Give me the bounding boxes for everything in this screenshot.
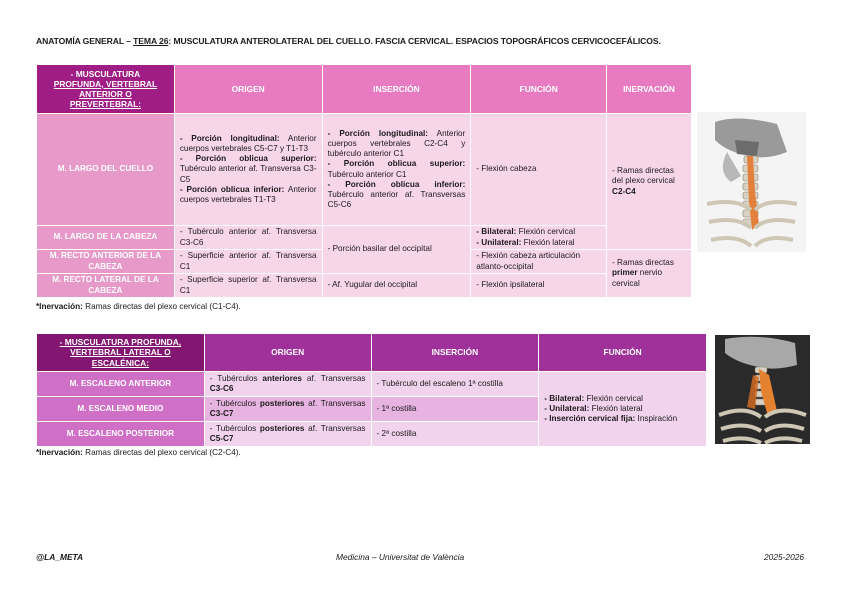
label-bold: posteriores [259, 423, 305, 433]
table2-note [36, 448, 241, 457]
insercion-cell: - Tubérculo del escaleno 1ª costilla [371, 372, 539, 397]
label-bold: - Porción longitudinal: [327, 128, 429, 138]
table2-corner [37, 334, 205, 372]
longus-colli-image [697, 112, 806, 252]
label-bold: primer [612, 268, 638, 278]
label-bold: - Porción oblicua superior: [327, 159, 466, 169]
label-bold: - Bilateral: [544, 393, 585, 403]
funcion-cell: - Flexión cabeza [471, 114, 607, 226]
text: Inspiración [635, 414, 678, 424]
corner-line: ANTERIOR O [79, 89, 132, 99]
text: Flexión cervical [516, 227, 576, 237]
footer-author: @LA_META [36, 552, 84, 562]
footer-year: 2025-2026 [764, 552, 805, 562]
column-header-origen: ORIGEN [174, 65, 322, 114]
corner-line: VERTEBRAL LATERAL O [70, 347, 171, 358]
inervacion-cell [607, 114, 692, 250]
note-label: *Inervación: [36, 448, 83, 457]
footer-center: Medicina – Universitat de València [336, 552, 465, 562]
muscle-name: M. LARGO DEL CUELLO [37, 114, 175, 226]
origen-cell [204, 372, 371, 397]
funcion-cell: - Flexión ipsilateral [471, 274, 607, 298]
table-row [37, 114, 692, 226]
text: Anterior cuerpos vertebrales C2-C4 y tubérculo anterior C1 [327, 128, 466, 159]
table-row [37, 226, 692, 250]
insercion-cell: - 1ª costilla [371, 397, 539, 422]
text: Anterior cuerpos vertebrales T1-T3 [179, 184, 317, 204]
muscle-name: M. ESCALENO MEDIO [37, 397, 205, 422]
title-tema: TEMA 26 [133, 36, 169, 46]
label-bold: - Porción oblicua inferior: [179, 184, 285, 194]
corner-line: PROFUNDA, VERTEBRAL [53, 78, 158, 89]
note-text: Ramas directas del plexo cervical (C2-C4). [82, 448, 241, 457]
escalenic-table [36, 333, 707, 447]
label-bold: - Bilateral: [476, 227, 517, 237]
text: - Ramas directas [612, 258, 674, 268]
table1-corner [37, 65, 175, 114]
text: - Ramas directas del plexo cervical [612, 166, 675, 186]
corner-line: ESCALÉNICA: [91, 357, 149, 368]
muscle-name: M. ESCALENO ANTERIOR [37, 372, 205, 397]
text: Tubérculo anterior af. Transversa C3-C5 [179, 164, 317, 184]
label-bold: C2-C4 [612, 186, 636, 196]
origen-cell [204, 397, 371, 422]
text: - Tubérculos [209, 373, 263, 383]
note-label: *Inervación: [36, 302, 83, 311]
label-bold: - Unilateral: [476, 237, 522, 247]
label-bold: - Unilateral: [544, 403, 590, 413]
muscle-name: M. ESCALENO POSTERIOR [37, 422, 205, 447]
text: Flexión lateral [521, 237, 575, 247]
inervacion-cell [607, 250, 692, 298]
funcion-cell [539, 372, 707, 447]
title-prefix: ANATOMÍA GENERAL – [36, 36, 134, 46]
label-bold: C3-C6 [209, 384, 234, 393]
text: af. Transversas [304, 398, 366, 408]
scalene-image [715, 335, 810, 444]
corner-line: - MUSCULATURA [70, 68, 141, 79]
text: - Tubérculos [209, 398, 260, 408]
corner-line: PREVERTEBRAL: [69, 99, 142, 110]
text: Flexión lateral [589, 403, 643, 413]
page-title [36, 36, 661, 46]
insercion-cell: - 2ª costilla [371, 422, 539, 447]
insercion-cell [322, 114, 471, 226]
table-row [37, 372, 707, 397]
text: Tubérculo anterior C1 [327, 169, 407, 179]
column-header-insercion: INSERCIÓN [322, 65, 471, 114]
column-header-insercion: INSERCIÓN [371, 334, 539, 372]
label-bold: - Porción oblicua superior: [179, 154, 317, 164]
funcion-cell [471, 226, 607, 250]
column-header-inervacion: INERVACIÓN [607, 65, 692, 114]
funcion-cell: - Flexión cabeza articulación atlanto-occipital [471, 250, 607, 274]
neck-anatomy-illustration [697, 112, 806, 252]
label-bold: - Inserción cervical fija: [544, 414, 636, 424]
muscle-name: M. RECTO LATERAL DE LA CABEZA [37, 274, 175, 298]
corner-line: - MUSCULATURA PROFUNDA, [59, 337, 182, 348]
origen-cell: - Superficie anterior af. Transversa C1 [174, 250, 322, 274]
origen-cell [204, 422, 371, 447]
label-bold: C5-C7 [209, 434, 234, 443]
label-bold: - Porción oblicua inferior: [327, 179, 466, 189]
text: af. Transversas [304, 423, 366, 433]
text: Anterior cuerpos vertebrales C5-C7 y T1-T3 [179, 133, 317, 153]
prevertebral-table [36, 64, 692, 298]
note-text: Ramas directas del plexo cervical (C1-C4). [82, 302, 241, 311]
table-row [37, 274, 692, 298]
column-header-funcion: FUNCIÓN [539, 334, 707, 372]
insercion-cell: - Af. Yugular del occipital [322, 274, 471, 298]
column-header-origen: ORIGEN [204, 334, 371, 372]
text: - Tubérculos [209, 423, 260, 433]
muscle-name: M. RECTO ANTERIOR DE LA CABEZA [37, 250, 175, 274]
label-bold: anteriores [262, 373, 302, 383]
title-rest: : MUSCULATURA ANTEROLATERAL DEL CUELLO. FASCIA CERVICAL. ESPACIOS TOPOGRÁFICOS CERVICOCEFÁLICOS. [168, 36, 661, 46]
origen-cell [174, 114, 322, 226]
muscle-name: M. LARGO DE LA CABEZA [37, 226, 175, 250]
origen-cell: - Superficie superior af. Transversa C1 [174, 274, 322, 298]
column-header-funcion: FUNCIÓN [471, 65, 607, 114]
scalene-anatomy-illustration [715, 335, 810, 444]
origen-cell: - Tubérculo anterior af. Transversa C3-C6 [174, 226, 322, 250]
label-bold: posteriores [259, 398, 305, 408]
text: af. Transversas [301, 373, 366, 383]
insercion-cell: - Porción basilar del occipital [322, 226, 471, 274]
text: nervio cervical [612, 268, 663, 288]
text: Flexión cervical [584, 393, 643, 403]
table1-note [36, 302, 241, 311]
text: Tubérculo anterior af. Transversas C5-C6 [327, 189, 466, 210]
label-bold: C3-C7 [209, 409, 234, 418]
label-bold: - Porción longitudinal: [179, 133, 280, 143]
